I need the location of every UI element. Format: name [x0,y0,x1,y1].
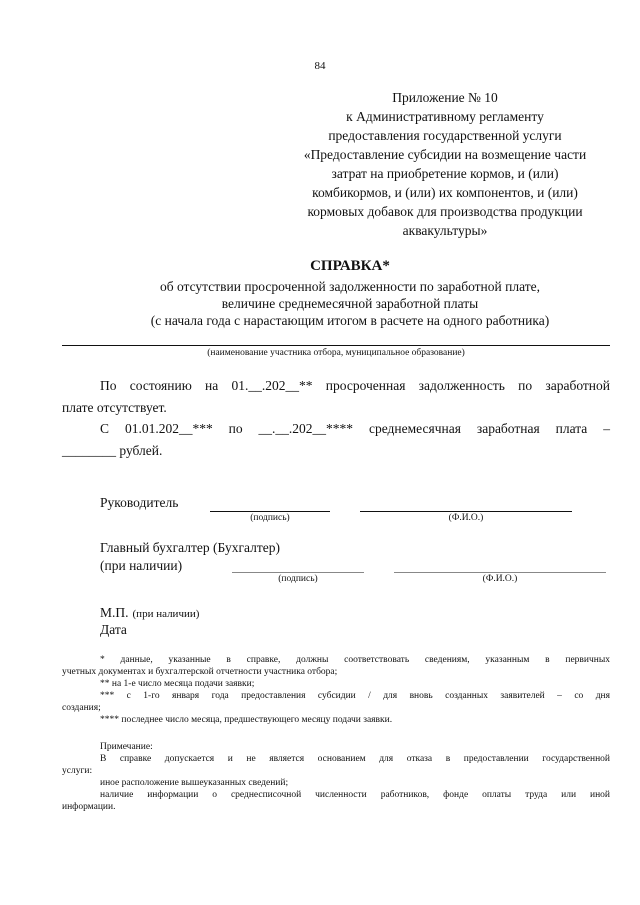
accountant-label: Главный бухгалтер (Бухгалтер) [100,540,280,555]
appendix-line: кормовых добавок для производства продукции [307,204,583,219]
appendix-line: Приложение № 10 [392,90,498,105]
appendix-line: предоставления государственной услуги [328,128,562,143]
appendix-line: аквакультуры» [402,223,488,238]
stamp-line [100,604,199,622]
participant-line [62,345,610,346]
head-signature-caption: (подпись) [250,513,290,523]
footnote-4: **** последнее число месяца, предшествующего месяцу подачи заявки. [100,715,393,725]
note-1-line-2: услуги: [62,766,93,776]
appendix-line: к Административному регламенту [346,109,544,124]
document-title: СПРАВКА* [310,258,390,274]
appendix-line: «Предоставление субсидии на возмещение части [303,147,587,162]
appendix-line: затрат на приобретение кормов, и (или) [331,166,559,181]
appendix-header [272,88,618,240]
note-3-line-2: информации. [62,802,116,812]
note-1-line-1: В справке допускается и не является основанием для отказа в предоставлении государственной [100,754,610,764]
date-label: Дата [100,622,127,637]
paragraph-1-line-2: плате отсутствует. [62,400,167,415]
page-number: 84 [314,60,326,72]
head-signature-line [210,511,330,512]
head-fio-line [360,511,572,512]
head-fio-caption: (Ф.И.О.) [448,513,484,523]
subtitle-line: об отсутствии просроченной задолженности по заработной плате, [159,279,540,294]
accountant-fio-caption: (Ф.И.О.) [482,574,518,584]
document-subtitle [0,278,640,329]
head-label: Руководитель [100,495,179,510]
footnote-3-line-2: создания; [62,703,101,713]
note-2: иное расположение вышеуказанных сведений; [100,778,289,788]
stamp-label: М.П. [100,605,129,620]
notes-heading: Примечание: [100,742,153,752]
accountant-signature-caption: (подпись) [278,574,318,584]
appendix-line: комбикормов, и (или) их компонентов, и (или) [312,185,578,200]
subtitle-line: величине среднемесячной заработной платы [221,296,479,311]
paragraph-1-line-1: По состоянию на 01.__.202__** просроченная задолженность по заработной [100,378,610,393]
accountant-signature-line [232,572,364,573]
paragraph-2-line-1: С 01.01.202__*** по __.__.202__**** среднемесячная заработная плата – [100,421,610,436]
participant-caption: (наименование участника отбора, муниципальное образование) [207,348,465,358]
accountant-sub-label: (при наличии) [100,558,183,573]
subtitle-line: (с начала года с нарастающим итогом в расчете на одного работника) [150,313,550,328]
note-3-line-1: наличие информации о среднесписочной численности работников, фонде оплаты труда или иной [100,790,610,800]
footnote-2: ** на 1-е число месяца подачи заявки; [100,679,255,689]
accountant-fio-line [394,572,606,573]
paragraph-2-line-2: ________ рублей. [62,443,163,458]
footnote-1-line-2: учетных документах и бухгалтерской отчетности участника отбора; [62,667,338,677]
stamp-note: (при наличии) [132,608,200,620]
footnote-3-line-1: *** с 1-го января года предоставления субсидии / для вновь созданных заявителей – со дня [100,691,610,701]
footnote-1-line-1: * данные, указанные в справке, должны соответствовать сведениям, указанным в первичных [100,655,610,665]
